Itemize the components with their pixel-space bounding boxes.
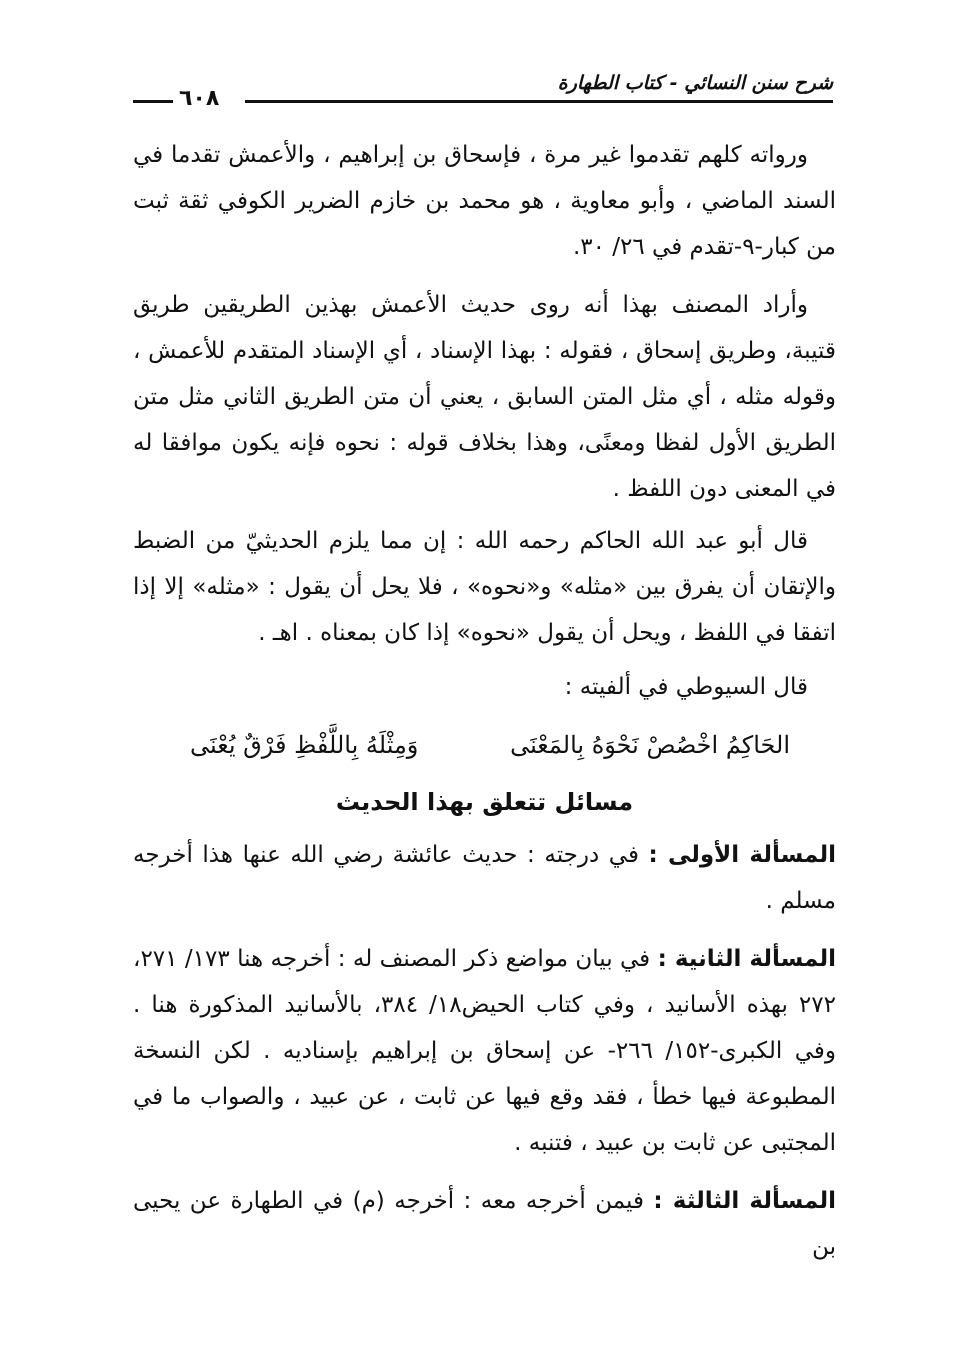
question-first xyxy=(133,832,836,924)
paragraph-narrators xyxy=(133,132,836,270)
question-paragraph xyxy=(133,1178,836,1270)
paragraph-text: قال السيوطي في ألفيته : xyxy=(564,674,808,700)
paragraph-text: قال أبو عبد الله الحاكم رحمه الله : إن مما يلزم الحديثيّ من الضبط والإتقان أن يفرق بين «مثله» و«نحوه» ، فلا يحل أن يقول : «مثله» إلا إذا اتفقا في اللفظ ، ويحل أن يقول «نحوه» إذا كان بمعناه . اهـ . xyxy=(133,528,836,646)
question-text: في درجته : حديث عائشة رضي الله عنها هذا أخرجه مسلم . xyxy=(133,842,836,914)
header-rule xyxy=(245,100,833,103)
header-rule-short xyxy=(133,100,173,103)
paragraph-hakim-quote xyxy=(133,518,836,656)
poetry-verse xyxy=(190,722,790,768)
verse-first-hemistich: الحَاكِمُ اخْصُصْ نَحْوَهُ بِالمَعْنَى xyxy=(510,731,790,759)
question-lead: المسألة الأولى : xyxy=(648,842,836,868)
section-heading: مسائل تتعلق بهذا الحديث xyxy=(335,788,634,816)
running-header xyxy=(133,68,833,112)
header-title: شرح سنن النسائي - كتاب الطهارة xyxy=(557,72,833,94)
question-lead: المسألة الثالثة : xyxy=(653,1188,836,1214)
verse-second-hemistich: وَمِثْلَهُ بِاللَّفْظِ فَرْقٌ يُعْنَى xyxy=(190,731,419,759)
question-lead: المسألة الثانية : xyxy=(657,946,836,972)
question-paragraph xyxy=(133,936,836,1166)
question-text: في بيان مواضع ذكر المصنف له : أخرجه هنا ١٧٣/ ٢٧١، ٢٧٢ بهذه الأسانيد ، وفي كتاب الحيض١٨/ ٣٨٤، بالأسانيد المذكورة هنا . وفي الكبرى-١٥٢/ ٢٦٦- عن إسحاق بن إبراهيم بإسناديه . لكن النسخة المطبوعة فيها خطأ ، فقد وقع فيها عن ثابت ، عن عبيد ، والصواب ما في المجتبى عن ثابت بن عبيد ، فتنبه . xyxy=(133,946,836,1156)
question-text: فيمن أخرجه معه : أخرجه (م) في الطهارة عن يحيى بن xyxy=(133,1188,836,1260)
question-paragraph xyxy=(133,832,836,924)
paragraph-text: ورواته كلهم تقدموا غير مرة ، فإسحاق بن إبراهيم ، والأعمش تقدما في السند الماضي ، وأبو معاوية ، هو محمد بن خازم الضرير الكوفي ثقة ثبت من كبار-٩-تقدم في ٢٦/ ٣٠. xyxy=(133,142,836,260)
paragraph-text: وأراد المصنف بهذا أنه روى حديث الأعمش بهذين الطريقين طريق قتيبة، وطريق إسحاق ، فقوله : بهذا الإسناد ، أي الإسناد المتقدم للأعمش ، وقوله مثله ، أي مثل المتن السابق ، يعني أن متن الطريق الثاني مثل متن الطريق الأول لفظا ومعنًى، وهذا بخلاف قوله : نحوه فإنه يكون موافقا له في المعنى دون اللفظ . xyxy=(133,292,836,502)
question-second xyxy=(133,936,836,1166)
paragraph-author-intent xyxy=(133,282,836,512)
page-number: ٦٠٨ xyxy=(179,86,220,111)
question-third xyxy=(133,1178,836,1270)
paragraph-suyuti-intro xyxy=(133,664,836,710)
